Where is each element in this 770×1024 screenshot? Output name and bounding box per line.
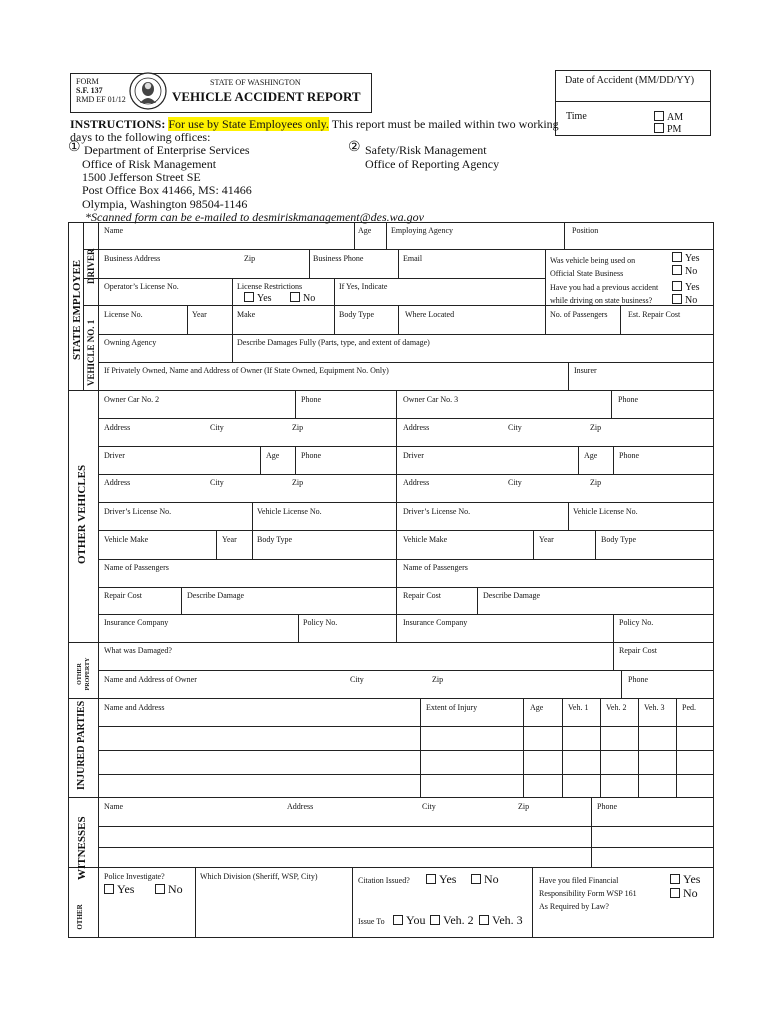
est-repair-field[interactable] (622, 320, 712, 333)
side-label-vehicle-no1: VEHICLE NO. 1 (86, 319, 96, 386)
owning-agency-field[interactable] (100, 348, 230, 361)
where-located-label: Where Located (405, 310, 455, 319)
car2-age-label: Age (266, 451, 280, 460)
employing-agency-label: Employing Agency (391, 226, 453, 235)
time-label: Time (566, 111, 587, 122)
official-business-question-1: Was vehicle being used on (550, 256, 636, 265)
car3-passengers-label: Name of Passengers (403, 563, 468, 572)
car3-owner-phone-label: Phone (618, 395, 638, 404)
car3-age-label: Age (584, 451, 598, 460)
citation-no-checkbox[interactable]: No (471, 872, 499, 886)
injured-veh1-label: Veh. 1 (568, 703, 589, 712)
police-investigate-label: Police Investigate? (104, 872, 165, 881)
car3-driver-address-label: Address (403, 478, 430, 487)
restrictions-no-checkbox[interactable]: No (290, 292, 315, 305)
v1-year-label: Year (192, 310, 207, 319)
car3-vehicle-make-label: Vehicle Make (403, 535, 448, 544)
office2-line1: Safety/Risk Management (365, 143, 487, 157)
office1-line4: Post Office Box 41466, MS: 41466 (82, 183, 252, 197)
property-repair-cost-label: Repair Cost (619, 646, 657, 655)
email-label: Email (403, 254, 423, 263)
car2-driver-phone-label: Phone (301, 451, 321, 460)
instructions-line2: days to the following offices: (70, 130, 211, 144)
no-passengers-label: No. of Passengers (550, 310, 608, 319)
car2-owner-city-label: City (210, 423, 224, 432)
no-passengers-field[interactable] (547, 320, 618, 333)
financial-no-checkbox[interactable]: No (670, 886, 698, 900)
car2-driver-city-label: City (210, 478, 224, 487)
where-located-field[interactable] (400, 320, 543, 333)
car3-body-type-label: Body Type (601, 535, 637, 544)
operator-license-label: Operator’s License No. (104, 282, 179, 291)
car3-owner-address-label: Address (403, 423, 430, 432)
car2-driver-address-label: Address (104, 478, 131, 487)
what-damaged-label: What was Damaged? (104, 646, 172, 655)
which-division-field[interactable] (197, 884, 350, 934)
injured-ped-label: Ped. (682, 703, 696, 712)
car3-owner-city-label: City (508, 423, 522, 432)
if-yes-indicate-label: If Yes, Indicate (339, 282, 388, 291)
injured-row-3[interactable] (100, 776, 418, 796)
issue-to-you-checkbox[interactable]: You (393, 913, 425, 927)
insurer-label: Insurer (574, 366, 597, 375)
witness-phone-label: Phone (597, 802, 617, 811)
restrictions-indicate-field[interactable] (336, 292, 543, 304)
car2-owner-zip-label: Zip (292, 423, 304, 432)
injured-veh2-label: Veh. 2 (606, 703, 627, 712)
email-field[interactable] (400, 264, 543, 277)
office1-number: ① (68, 140, 81, 155)
license-no-field[interactable] (100, 320, 185, 333)
side-label-state-employee: STATE EMPLOYEE (71, 259, 83, 360)
pm-checkbox[interactable]: PM (654, 123, 681, 136)
v1-make-label: Make (237, 310, 256, 319)
describe-damages-label: Describe Damages Fully (Parts, type, and extent of damage) (237, 338, 430, 347)
office1-line3: 1500 Jefferson Street SE (82, 170, 201, 184)
employing-agency-field[interactable] (388, 236, 562, 248)
date-of-accident-label: Date of Accident (MM/DD/YY) (565, 75, 695, 86)
car3-owner-zip-label: Zip (590, 423, 602, 432)
v1-body-type-label: Body Type (339, 310, 375, 319)
car3-drivers-license-label: Driver’s License No. (403, 507, 471, 516)
what-damaged-field[interactable] (100, 656, 611, 669)
restrictions-yes-checkbox[interactable]: Yes (244, 292, 272, 305)
property-owner-label: Name and Address of Owner (104, 675, 197, 684)
side-label-other-vehicles: OTHER VEHICLES (76, 464, 88, 564)
scanned-note: *Scanned form can be e-mailed to desmiriskmanagement@des.wa.gov (85, 210, 424, 224)
owning-agency-label: Owning Agency (104, 338, 157, 347)
v1-body-type-field[interactable] (336, 320, 396, 333)
license-restrictions-label: License Restrictions (237, 282, 303, 291)
position-field[interactable] (566, 236, 712, 248)
car2-year-label: Year (222, 535, 237, 544)
driver-name-label: Name (104, 226, 124, 235)
driver-age-label: Age (358, 226, 372, 235)
car2-insurance-label: Insurance Company (104, 618, 169, 627)
car2-driver-label: Driver (104, 451, 125, 460)
witness-row-1[interactable] (100, 828, 589, 846)
witness-row-2[interactable] (100, 849, 589, 866)
license-no-label: License No. (104, 310, 143, 319)
previous-accident-question-2: while driving on state business? (550, 296, 653, 305)
injured-row-1[interactable] (100, 728, 418, 749)
issue-to-veh3-checkbox[interactable]: Veh. 3 (479, 913, 523, 927)
driver-name-field[interactable] (100, 236, 352, 248)
witness-address-label: Address (287, 802, 314, 811)
car2-vehicle-make-label: Vehicle Make (104, 535, 149, 544)
insurer-field[interactable] (570, 376, 712, 389)
citation-issued-label: Citation Issued? (358, 876, 410, 885)
office1-line5: Olympia, Washington 98504-1146 (82, 197, 248, 211)
am-checkbox[interactable]: AM (654, 111, 683, 124)
car3-driver-label: Driver (403, 451, 424, 460)
instructions-line1: INSTRUCTIONS: For use by State Employees only. This report must be mailed within two working (70, 117, 559, 131)
side-label-witnesses: WITNESSES (76, 816, 88, 880)
business-address-label: Business Address (104, 254, 161, 263)
car2-passengers-label: Name of Passengers (104, 563, 169, 572)
property-city-label: City (350, 675, 364, 684)
position-label: Position (572, 226, 599, 235)
owner-car3-label: Owner Car No. 3 (403, 395, 459, 404)
car3-describe-damage-label: Describe Damage (483, 591, 541, 600)
car2-owner-phone-label: Phone (301, 395, 321, 404)
car2-vehicle-license-label: Vehicle License No. (257, 507, 322, 516)
owner-car2-label: Owner Car No. 2 (104, 395, 160, 404)
car3-repair-cost-label: Repair Cost (403, 591, 441, 600)
police-no-checkbox[interactable]: No (155, 882, 183, 896)
witness-name-label: Name (104, 802, 124, 811)
injured-age-label: Age (530, 703, 544, 712)
car3-year-label: Year (539, 535, 554, 544)
form-number: S.F. 137 (76, 86, 103, 95)
citation-yes-checkbox[interactable]: Yes (426, 872, 456, 886)
car3-policy-label: Policy No. (619, 618, 654, 627)
business-phone-label: Business Phone (313, 254, 364, 263)
v1-year-field[interactable] (189, 320, 230, 333)
office1-line1: Department of Enterprise Services (84, 143, 250, 157)
injured-name-label: Name and Address (104, 703, 165, 712)
driver-age-field[interactable] (356, 236, 384, 248)
financial-form-question-1: Have you filed Financial (539, 876, 619, 885)
office1-line2: Office of Risk Management (82, 157, 217, 171)
private-owner-field[interactable] (100, 376, 566, 389)
car3-insurance-label: Insurance Company (403, 618, 468, 627)
financial-yes-checkbox[interactable]: Yes (670, 872, 700, 886)
car2-policy-label: Policy No. (303, 618, 338, 627)
property-owner-field[interactable] (100, 684, 619, 697)
extent-injury-label: Extent of Injury (426, 703, 478, 712)
car3-driver-city-label: City (508, 478, 522, 487)
v1-make-field[interactable] (234, 320, 332, 333)
page-title: VEHICLE ACCIDENT REPORT (172, 89, 361, 104)
office2-line2: Office of Reporting Agency (365, 157, 500, 171)
injured-veh3-label: Veh. 3 (644, 703, 665, 712)
which-division-label: Which Division (Sheriff, WSP, City) (200, 872, 318, 881)
previous-accident-yes-checkbox[interactable]: Yes (672, 281, 700, 294)
side-label-other: OTHER (76, 904, 84, 930)
est-repair-label: Est. Repair Cost (628, 310, 681, 319)
car3-vehicle-license-label: Vehicle License No. (573, 507, 638, 516)
previous-accident-no-checkbox[interactable]: No (672, 294, 697, 307)
business-address-field[interactable] (100, 264, 307, 277)
form-revision: RMD EF 01/12 (76, 95, 126, 104)
property-zip-label: Zip (432, 675, 444, 684)
form-label: FORM (76, 77, 99, 86)
witness-zip-label: Zip (518, 802, 530, 811)
official-business-question-2: Official State Business (550, 269, 624, 278)
witness-city-label: City (422, 802, 436, 811)
state-name: STATE OF WASHINGTON (210, 78, 301, 87)
describe-damages-field[interactable] (234, 348, 712, 361)
business-phone-field[interactable] (311, 264, 396, 277)
side-label-driver: DRIVER (86, 248, 96, 284)
car2-body-type-label: Body Type (257, 535, 293, 544)
side-label-other-property: OTHER PROPERTY (77, 657, 91, 691)
car2-describe-damage-label: Describe Damage (187, 591, 245, 600)
previous-accident-question-1: Have you had a previous accident (550, 283, 659, 292)
issue-to-label: Issue To (358, 917, 385, 926)
official-business-yes-checkbox[interactable]: Yes (672, 252, 700, 265)
property-phone-label: Phone (628, 675, 648, 684)
car2-owner-address-label: Address (104, 423, 131, 432)
police-yes-checkbox[interactable]: Yes (104, 882, 134, 896)
operator-license-field[interactable] (100, 292, 230, 304)
side-label-injured-parties: INJURED PARTIES (76, 700, 87, 790)
car2-repair-cost-label: Repair Cost (104, 591, 142, 600)
office2-number: ② (348, 140, 361, 155)
financial-form-question-3: As Required by Law? (539, 902, 609, 911)
privately-owned-label: If Privately Owned, Name and Address of Owner (If State Owned, Equipment No. Only) (104, 366, 389, 375)
car2-driver-zip-label: Zip (292, 478, 304, 487)
financial-form-question-2: Responsibility Form WSP 161 (539, 889, 637, 898)
official-business-no-checkbox[interactable]: No (672, 265, 697, 278)
business-zip-label: Zip (244, 254, 256, 263)
car3-driver-zip-label: Zip (590, 478, 602, 487)
issue-to-veh2-checkbox[interactable]: Veh. 2 (430, 913, 474, 927)
car3-driver-phone-label: Phone (619, 451, 639, 460)
injured-row-2[interactable] (100, 752, 418, 773)
car2-drivers-license-label: Driver’s License No. (104, 507, 172, 516)
